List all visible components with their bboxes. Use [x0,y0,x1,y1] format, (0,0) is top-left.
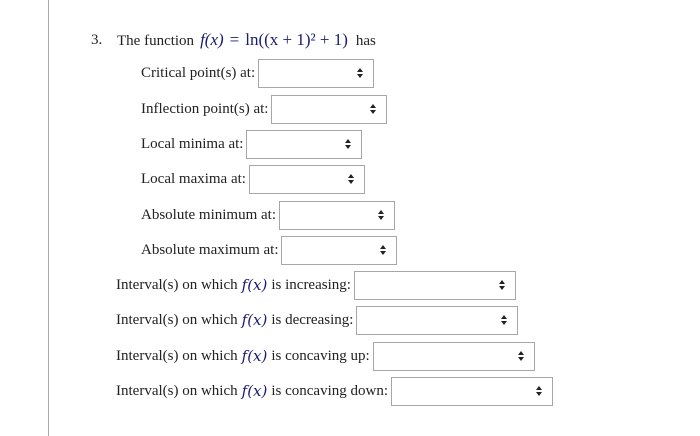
local-minima-label: Local minima at: [141,135,244,152]
decreasing-prefix: Interval(s) on which [116,311,238,328]
decreasing-interval-row [116,305,518,335]
critical-points-select[interactable] [258,59,374,88]
concave-up-prefix: Interval(s) on which [116,347,238,364]
local-minima-select[interactable] [246,130,362,159]
critical-points-row [141,58,374,88]
local-maxima-row [141,164,365,194]
select-arrows-icon [499,280,505,290]
local-maxima-select[interactable] [249,165,365,194]
function-equals: = [229,30,240,49]
absolute-maximum-select[interactable] [281,236,397,265]
increasing-suffix: is increasing: [271,276,351,293]
function-rhs: ln((x + 1)² + 1) [245,30,348,49]
concave-down-fx: f(x) [241,382,268,400]
question-suffix: has [355,33,376,49]
decreasing-interval-select[interactable] [356,306,518,335]
absolute-minimum-row [141,200,395,230]
absolute-minimum-select[interactable] [279,201,395,230]
select-arrows-icon [378,210,384,220]
increasing-interval-row [116,270,516,300]
select-arrows-icon [348,174,354,184]
question-prefix: The function [117,33,195,49]
concave-up-suffix: is concaving up: [271,347,370,364]
select-arrows-icon [518,351,524,361]
concave-down-interval-select[interactable] [391,377,553,406]
increasing-fx: f(x) [241,276,268,294]
select-arrows-icon [357,68,363,78]
absolute-maximum-row [141,235,397,265]
absolute-maximum-label: Absolute maximum at: [141,241,279,258]
local-maxima-label: Local maxima at: [141,170,246,187]
left-border-line [48,0,49,436]
concave-up-fx: f(x) [241,347,268,365]
increasing-prefix: Interval(s) on which [116,276,238,293]
select-arrows-icon [536,386,542,396]
decreasing-fx: f(x) [241,311,268,329]
function-lhs: f(x) [200,30,224,49]
inflection-points-label: Inflection point(s) at: [141,100,269,117]
concave-down-interval-row [116,376,553,406]
inflection-points-row [141,94,387,124]
question-number: 3. [91,32,103,48]
question-text [117,28,376,52]
inflection-points-select[interactable] [271,95,387,124]
concave-down-prefix: Interval(s) on which [116,382,238,399]
critical-points-label: Critical point(s) at: [141,64,256,81]
absolute-minimum-label: Absolute minimum at: [141,206,276,223]
concave-down-suffix: is concaving down: [271,382,389,399]
select-arrows-icon [345,139,351,149]
concave-up-interval-select[interactable] [373,342,535,371]
increasing-interval-select[interactable] [354,271,516,300]
decreasing-suffix: is decreasing: [271,311,354,328]
select-arrows-icon [380,245,386,255]
select-arrows-icon [370,104,376,114]
select-arrows-icon [501,315,507,325]
concave-up-interval-row [116,341,535,371]
local-minima-row [141,129,362,159]
